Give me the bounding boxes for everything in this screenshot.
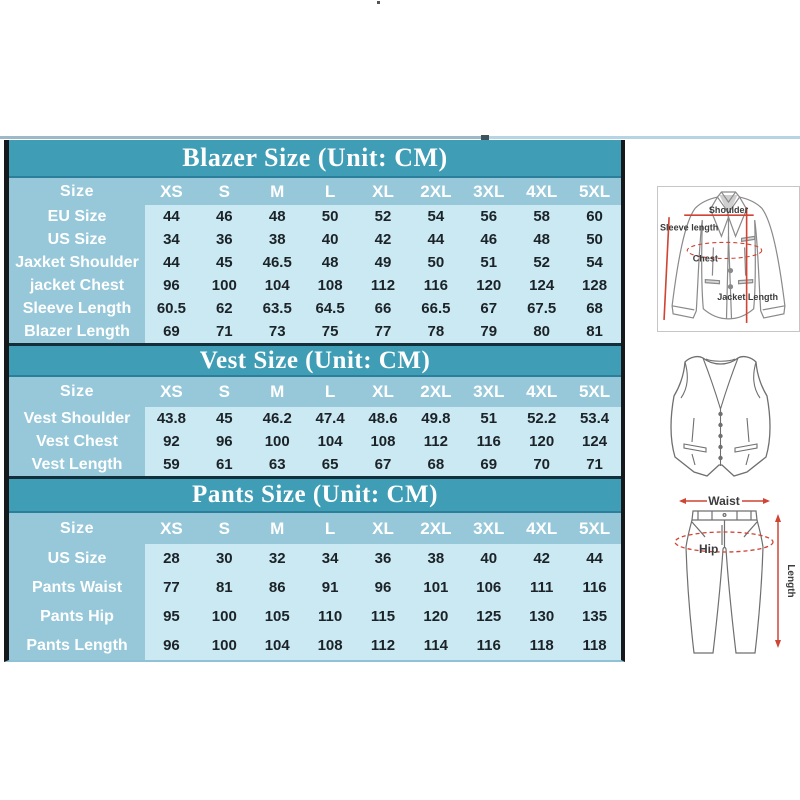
size-value-cell: 106	[462, 573, 515, 602]
jacket-length-label: Jacket Length	[717, 291, 779, 302]
size-value-cell: 124	[515, 274, 568, 297]
size-value-cell: 77	[357, 320, 410, 343]
size-value-cell: 46	[198, 205, 251, 228]
vest-illustration	[648, 352, 793, 480]
size-value-cell: 112	[409, 430, 462, 453]
size-value-cell: 60.5	[145, 297, 198, 320]
size-value-cell: 96	[357, 573, 410, 602]
size-value-cell: 44	[145, 251, 198, 274]
size-column-header: L	[324, 382, 336, 401]
size-value-cell: 86	[251, 573, 304, 602]
size-value-cell: 100	[198, 274, 251, 297]
size-value-cell: 49.8	[409, 407, 462, 430]
size-value-cell: 63	[251, 453, 304, 476]
size-value-cell: 67	[357, 453, 410, 476]
size-value-cell: 44	[568, 544, 621, 573]
row-label: jacket Chest	[9, 274, 145, 297]
size-value-cell: 91	[304, 573, 357, 602]
pants-illustration	[652, 487, 798, 669]
size-column-header: 5XL	[578, 382, 611, 401]
size-value-cell: 70	[515, 453, 568, 476]
size-value-cell: 67.5	[515, 297, 568, 320]
size-column-header: 4XL	[526, 518, 558, 538]
row-label: Vest Chest	[9, 430, 145, 453]
top-divider-line	[0, 136, 800, 139]
size-value-cell: 48	[515, 228, 568, 251]
row-label: Pants Hip	[9, 602, 145, 631]
size-column-header: M	[270, 382, 285, 401]
size-value-cell: 101	[409, 573, 462, 602]
size-column-header: XS	[160, 181, 183, 201]
size-value-cell: 100	[198, 602, 251, 631]
waist-arrow-left	[679, 498, 686, 504]
size-corner-header: Size	[9, 377, 145, 407]
size-value-cell: 52	[515, 251, 568, 274]
size-value-cell: 116	[462, 631, 515, 660]
size-value-cell: 79	[462, 320, 515, 343]
size-value-cell: 125	[462, 602, 515, 631]
size-value-cell: 48	[304, 251, 357, 274]
size-value-cell: 96	[198, 430, 251, 453]
size-value-cell: 36	[198, 228, 251, 251]
size-value-cell: 67	[462, 297, 515, 320]
size-value-cell: 46	[462, 228, 515, 251]
waist-label: Waist	[708, 494, 740, 508]
size-column-header: 3XL	[473, 181, 505, 201]
blazer-size-table	[9, 140, 621, 343]
size-value-cell: 120	[462, 274, 515, 297]
size-value-cell: 81	[198, 573, 251, 602]
table-row	[9, 251, 621, 274]
row-label: Jaxket Shoulder	[9, 251, 145, 274]
size-value-cell: 50	[568, 228, 621, 251]
table-row	[9, 544, 621, 573]
size-value-cell: 118	[568, 631, 621, 660]
chest-label: Chest	[692, 253, 718, 264]
size-value-cell: 108	[304, 631, 357, 660]
size-column-header: S	[218, 181, 230, 201]
size-column-header: S	[218, 382, 230, 401]
size-value-cell: 111	[515, 573, 568, 602]
size-value-cell: 128	[568, 274, 621, 297]
size-value-cell: 28	[145, 544, 198, 573]
size-value-cell: 38	[409, 544, 462, 573]
table-row	[9, 274, 621, 297]
row-label: Vest Shoulder	[9, 407, 145, 430]
size-value-cell: 73	[251, 320, 304, 343]
size-value-cell: 110	[304, 602, 357, 631]
table-row	[9, 602, 621, 631]
size-value-cell: 104	[251, 631, 304, 660]
size-value-cell: 42	[357, 228, 410, 251]
size-value-cell: 60	[568, 205, 621, 228]
size-column-header: XL	[372, 382, 394, 401]
size-value-cell: 69	[145, 320, 198, 343]
length-label: Length	[785, 564, 796, 598]
shoulder-label: Shoulder	[708, 205, 749, 216]
size-value-cell: 65	[304, 453, 357, 476]
size-value-cell: 114	[409, 631, 462, 660]
size-value-cell: 130	[515, 602, 568, 631]
size-column-header: 5XL	[578, 181, 611, 201]
size-value-cell: 68	[568, 297, 621, 320]
size-value-cell: 116	[568, 573, 621, 602]
vest-table-title: Vest Size (Unit: CM)	[9, 343, 621, 377]
size-column-header: L	[324, 518, 336, 538]
table-row	[9, 453, 621, 476]
size-value-cell: 96	[145, 631, 198, 660]
size-value-cell: 75	[304, 320, 357, 343]
size-value-cell: 68	[409, 453, 462, 476]
table-row	[9, 228, 621, 251]
size-value-cell: 47.4	[304, 407, 357, 430]
pants-size-table	[9, 476, 621, 660]
size-value-cell: 40	[304, 228, 357, 251]
size-column-header: 3XL	[473, 382, 505, 401]
size-value-cell: 120	[409, 602, 462, 631]
size-value-cell: 100	[251, 430, 304, 453]
size-column-header: L	[324, 181, 336, 201]
table-row	[9, 320, 621, 343]
size-column-header: M	[270, 181, 285, 201]
length-arrow-bottom	[775, 640, 781, 648]
size-value-cell: 44	[145, 205, 198, 228]
size-value-cell: 71	[568, 453, 621, 476]
size-column-header: 3XL	[473, 518, 505, 538]
size-corner-header: Size	[9, 178, 145, 205]
table-row	[9, 297, 621, 320]
size-value-cell: 59	[145, 453, 198, 476]
row-label: Sleeve Length	[9, 297, 145, 320]
size-value-cell: 52	[357, 205, 410, 228]
size-value-cell: 66	[357, 297, 410, 320]
size-value-cell: 92	[145, 430, 198, 453]
size-value-cell: 108	[304, 274, 357, 297]
size-value-cell: 96	[145, 274, 198, 297]
size-value-cell: 104	[304, 430, 357, 453]
size-tables	[4, 140, 625, 662]
size-value-cell: 45	[198, 407, 251, 430]
size-value-cell: 61	[198, 453, 251, 476]
size-value-cell: 46.5	[251, 251, 304, 274]
size-value-cell: 116	[462, 430, 515, 453]
size-value-cell: 51	[462, 407, 515, 430]
row-label: US Size	[9, 544, 145, 573]
size-value-cell: 135	[568, 602, 621, 631]
size-column-header: XS	[160, 518, 183, 538]
size-value-cell: 51	[462, 251, 515, 274]
size-value-cell: 52.2	[515, 407, 568, 430]
row-label: Pants Length	[9, 631, 145, 660]
table-row	[9, 430, 621, 453]
size-value-cell: 30	[198, 544, 251, 573]
size-value-cell: 120	[515, 430, 568, 453]
size-column-header: 4XL	[526, 382, 558, 401]
vest-size-table	[9, 343, 621, 476]
size-value-cell: 36	[357, 544, 410, 573]
size-corner-header: Size	[9, 513, 145, 544]
size-value-cell: 34	[145, 228, 198, 251]
pants-table-title: Pants Size (Unit: CM)	[9, 476, 621, 513]
size-value-cell: 71	[198, 320, 251, 343]
size-value-cell: 53.4	[568, 407, 621, 430]
size-value-cell: 43.8	[145, 407, 198, 430]
sleeve-measure-line	[664, 217, 669, 320]
size-value-cell: 112	[357, 631, 410, 660]
size-value-cell: 56	[462, 205, 515, 228]
row-label: Pants Waist	[9, 573, 145, 602]
size-value-cell: 45	[198, 251, 251, 274]
size-value-cell: 124	[568, 430, 621, 453]
size-value-cell: 108	[357, 430, 410, 453]
artifact-dot	[377, 1, 380, 4]
size-value-cell: 54	[409, 205, 462, 228]
size-value-cell: 112	[357, 274, 410, 297]
table-row	[9, 407, 621, 430]
size-value-cell: 38	[251, 228, 304, 251]
size-column-header: 2XL	[420, 382, 452, 401]
row-label: US Size	[9, 228, 145, 251]
table-row	[9, 631, 621, 660]
vest-sketch	[648, 352, 793, 480]
size-value-cell: 48.6	[357, 407, 410, 430]
size-value-cell: 48	[251, 205, 304, 228]
size-column-header: XL	[372, 181, 394, 201]
size-column-header: 4XL	[526, 181, 558, 201]
vest-header-row	[9, 377, 621, 407]
size-column-header: XS	[160, 382, 183, 401]
pants-header-row	[9, 513, 621, 544]
size-value-cell: 81	[568, 320, 621, 343]
size-value-cell: 95	[145, 602, 198, 631]
size-value-cell: 66.5	[409, 297, 462, 320]
blazer-header-row	[9, 178, 621, 205]
size-value-cell: 46.2	[251, 407, 304, 430]
blazer-illustration	[657, 186, 800, 332]
size-value-cell: 44	[409, 228, 462, 251]
size-value-cell: 118	[515, 631, 568, 660]
size-column-header: 2XL	[420, 518, 452, 538]
size-value-cell: 105	[251, 602, 304, 631]
size-value-cell: 80	[515, 320, 568, 343]
size-value-cell: 62	[198, 297, 251, 320]
size-value-cell: 69	[462, 453, 515, 476]
size-value-cell: 64.5	[304, 297, 357, 320]
sleeve-length-label: Sleeve length	[660, 222, 719, 233]
size-column-header: M	[270, 518, 285, 538]
blazer-sketch	[658, 187, 799, 331]
size-column-header: 2XL	[420, 181, 452, 201]
size-value-cell: 104	[251, 274, 304, 297]
size-value-cell: 34	[304, 544, 357, 573]
table-row	[9, 205, 621, 228]
pants-sketch	[652, 487, 798, 669]
size-value-cell: 40	[462, 544, 515, 573]
row-label: EU Size	[9, 205, 145, 228]
size-value-cell: 77	[145, 573, 198, 602]
size-value-cell: 78	[409, 320, 462, 343]
size-value-cell: 50	[304, 205, 357, 228]
blazer-table-title: Blazer Size (Unit: CM)	[9, 140, 621, 178]
size-value-cell: 49	[357, 251, 410, 274]
waist-arrow-right	[763, 498, 770, 504]
length-arrow-top	[775, 514, 781, 522]
size-value-cell: 115	[357, 602, 410, 631]
size-value-cell: 54	[568, 251, 621, 274]
size-column-header: XL	[372, 518, 394, 538]
size-column-header: 5XL	[578, 518, 611, 538]
size-value-cell: 58	[515, 205, 568, 228]
hip-label: Hip	[699, 542, 719, 556]
size-value-cell: 116	[409, 274, 462, 297]
row-label: Vest Length	[9, 453, 145, 476]
row-label: Blazer Length	[9, 320, 145, 343]
table-row	[9, 573, 621, 602]
size-value-cell: 32	[251, 544, 304, 573]
size-column-header: S	[218, 518, 230, 538]
size-value-cell: 42	[515, 544, 568, 573]
size-value-cell: 63.5	[251, 297, 304, 320]
size-value-cell: 100	[198, 631, 251, 660]
size-value-cell: 50	[409, 251, 462, 274]
